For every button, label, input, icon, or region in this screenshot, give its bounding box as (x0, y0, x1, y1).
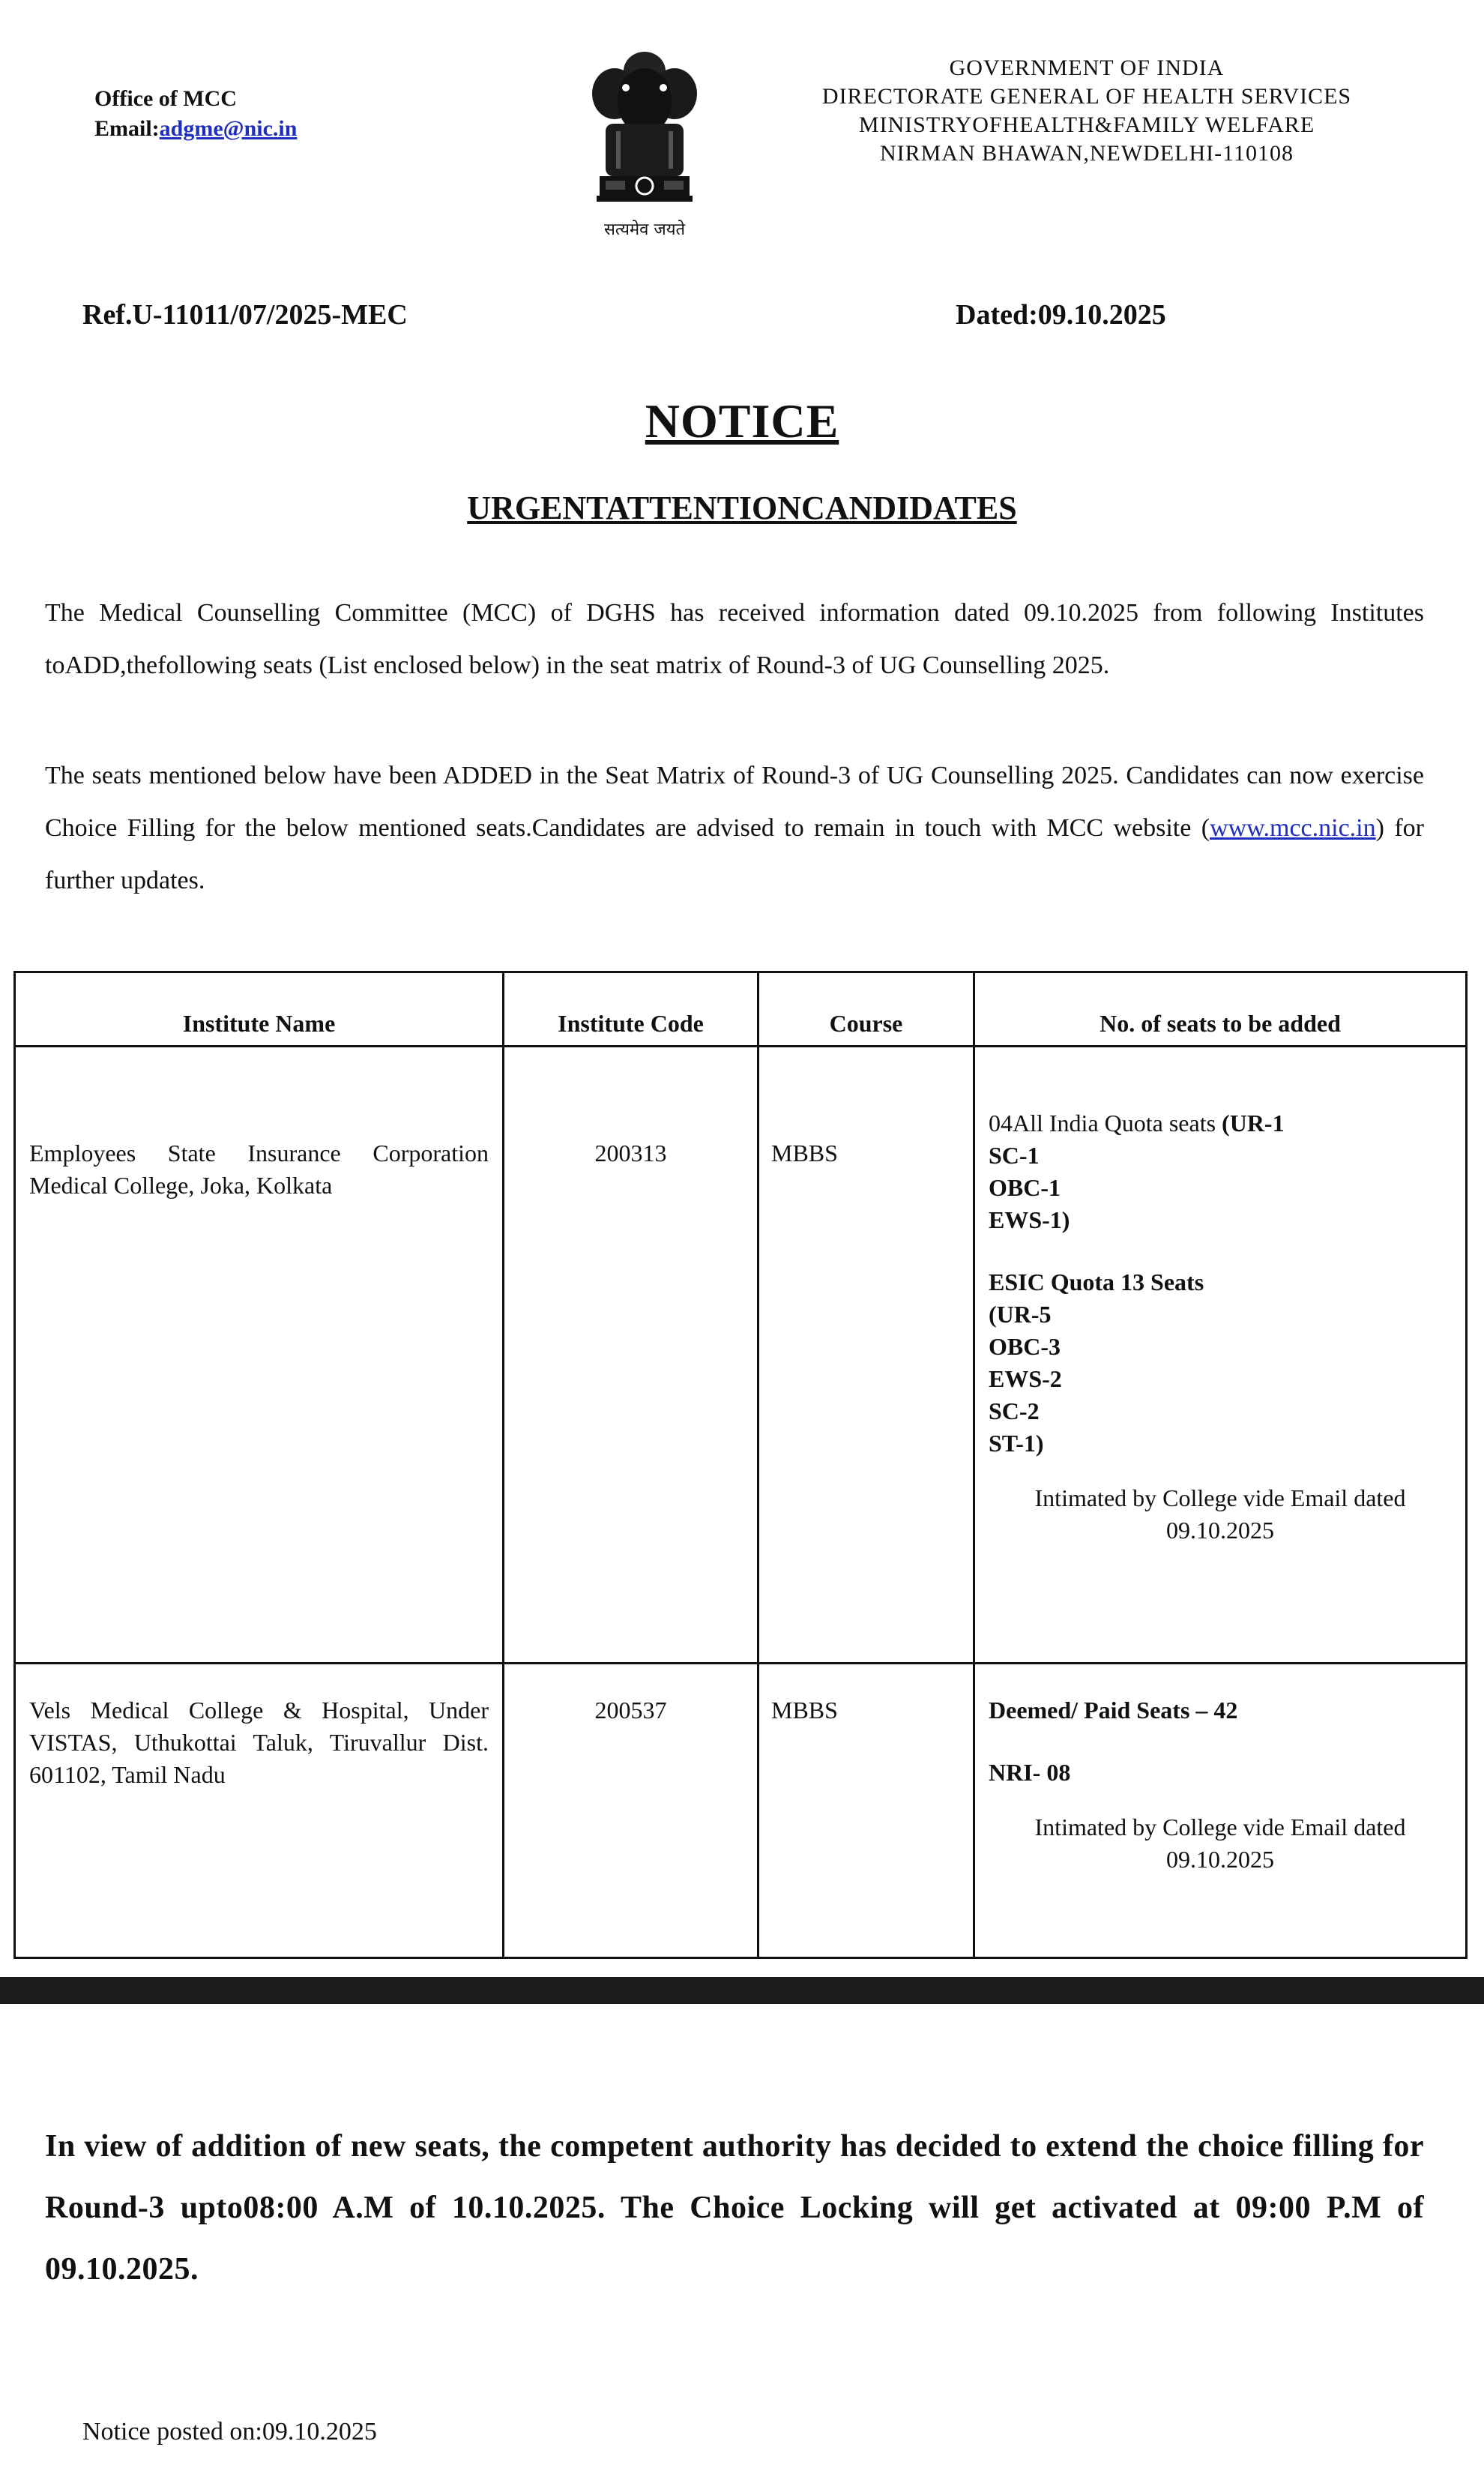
esic-category: ST-1) (989, 1430, 1044, 1457)
added-seats-tail: ) for further updates. (45, 814, 1424, 894)
emblem-graphic (570, 41, 720, 266)
table-row (15, 1664, 1467, 1958)
esic-category: OBC-3 (989, 1333, 1061, 1360)
aiq-category: OBC-1 (989, 1174, 1061, 1201)
institute-name-cell: Vels Medical College & Hospital, Under VISTAS, Uthukottai Taluk, Tiruvallur Dist. 601102, Tamil Nadu (15, 1664, 504, 1958)
office-block (94, 84, 297, 144)
seats-table (13, 971, 1468, 1959)
intimation-note: Intimated by College vide Email dated 09.10.2025 (1034, 1814, 1406, 1873)
govt-line: NIRMAN BHAWAN,NEWDELHI-110108 (879, 141, 1294, 166)
notice-date: Dated:09.10.2025 (956, 299, 1166, 331)
aiq-prefix: 04All India Quota seats (989, 1110, 1222, 1137)
header-seats-added: No. of seats to be added (974, 972, 1467, 1047)
emblem-motto: सत्यमेव जयते (603, 220, 686, 239)
section-divider (0, 1977, 1484, 2004)
posted-date: Notice posted on:09.10.2025 (82, 2418, 377, 2446)
esic-category: SC-2 (989, 1397, 1040, 1424)
extension-notice: In view of addition of new seats, the competent authority has decided to extend the choice filling for Round-3 upto08:00 A.M of 10.10.2025. The Choice Locking will get activated at 09:00 P.M of 09.10.2025. (45, 2129, 1424, 2287)
institute-code-cell: 200537 (504, 1664, 758, 1958)
govt-line: GOVERNMENT OF INDIA (949, 55, 1225, 80)
seats-cell (974, 1047, 1467, 1664)
header-institute-code: Institute Code (504, 972, 758, 1047)
deemed-seats-line: Deemed/ Paid Seats – 42 (989, 1697, 1238, 1724)
table-row (15, 1047, 1467, 1664)
intimation-note: Intimated by College vide Email dated 09.10.2025 (1034, 1484, 1406, 1544)
aiq-line (989, 1107, 1452, 1140)
esic-quota-heading: ESIC Quota 13 Seats (989, 1268, 1204, 1295)
aiq-category: (UR-1 (1222, 1110, 1285, 1137)
mcc-website-link[interactable]: www.mcc.nic.in (1210, 814, 1376, 842)
institute-name-cell: Employees State Insurance Corporation Medical College, Joka, Kolkata (15, 1047, 504, 1664)
table-header-row (15, 972, 1467, 1047)
page-title: NOTICE (645, 394, 839, 448)
reference-number: Ref.U-11011/07/2025-MEC (82, 299, 408, 331)
email-label: Email: (94, 116, 160, 141)
institute-code-cell: 200313 (504, 1047, 758, 1664)
aiq-category: SC-1 (989, 1142, 1040, 1169)
course-cell: MBBS (758, 1047, 974, 1664)
aiq-category: EWS-1) (989, 1206, 1070, 1233)
page-subtitle: URGENTATTENTIONCANDIDATES (467, 490, 1017, 526)
nri-seats-line: NRI- 08 (989, 1759, 1071, 1786)
email-link[interactable]: adgme@nic.in (159, 116, 298, 141)
office-line: Office of MCC (94, 86, 237, 111)
esic-category: (UR-5 (989, 1301, 1052, 1328)
header-course: Course (758, 972, 974, 1047)
intro-paragraph: The Medical Counselling Committee (MCC) of DGHS has received information dated 09.10.2025 from following Institutes toADD,thefollowing seats (List enclosed below) in the seat matrix of Round-3 of UG Counselling 2025. (45, 599, 1424, 679)
govt-address-block (764, 54, 1409, 168)
email-line (94, 114, 297, 144)
national-emblem-icon (570, 41, 720, 266)
govt-line: DIRECTORATE GENERAL OF HEALTH SERVICES (821, 84, 1352, 109)
govt-line: MINISTRYOFHEALTH&FAMILY WELFARE (858, 112, 1315, 137)
seats-cell (974, 1664, 1467, 1958)
added-seats-text: The seats mentioned below have been ADDED in the Seat Matrix of Round-3 of UG Counselling 2025. Candidates can now exercise Choice Filling for the below mentioned seats.Candidates are advised to remain in touch with MCC website ( (45, 762, 1424, 842)
esic-category: EWS-2 (989, 1365, 1062, 1392)
header-institute-name: Institute Name (15, 972, 504, 1047)
course-cell: MBBS (758, 1664, 974, 1958)
added-seats-paragraph (45, 750, 1424, 907)
